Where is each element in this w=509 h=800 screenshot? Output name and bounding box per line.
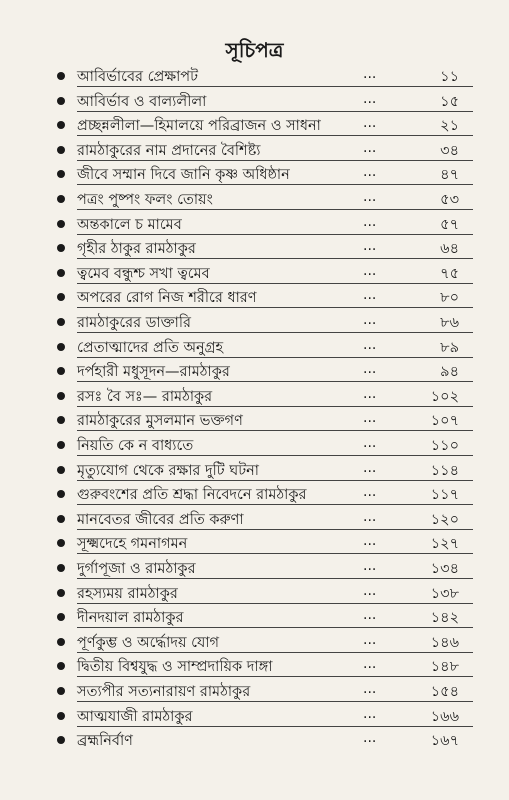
toc-entry-dots: ... bbox=[363, 410, 377, 427]
toc-entry bbox=[0, 679, 509, 703]
bullet-icon bbox=[57, 195, 65, 203]
toc-entry-title: মৃত্যুযোগ থেকে রক্ষার দুটি ঘটনা bbox=[77, 462, 259, 479]
toc-entry-title: দ্বিতীয় বিশ্বযুদ্ধ ও সাম্প্রদায়িক দাঙ্গা bbox=[77, 659, 273, 676]
bullet-icon bbox=[57, 662, 65, 670]
toc-entry-dots: ... bbox=[363, 385, 377, 402]
toc-entry bbox=[0, 236, 509, 260]
toc-entry-underline bbox=[77, 701, 473, 702]
toc-entry-page-number: ১০২ bbox=[430, 388, 459, 405]
toc-entry-underline bbox=[77, 258, 473, 259]
toc-entry-dots: ... bbox=[363, 312, 377, 328]
toc-entry-page-number: ১১০ bbox=[430, 438, 459, 454]
toc-entry-underline bbox=[77, 627, 473, 628]
toc-entry-dots: ... bbox=[363, 681, 377, 697]
toc-entry-title: দীনদয়াল রামঠাকুর bbox=[77, 610, 184, 627]
toc-entry-underline bbox=[77, 430, 473, 431]
toc-entry-underline bbox=[77, 504, 473, 505]
toc-entry bbox=[0, 507, 509, 531]
toc-entry-page-number: ১৩৮ bbox=[430, 585, 459, 602]
toc-entry-page-number: ৪৭ bbox=[440, 167, 459, 184]
toc-entry-dots: ... bbox=[363, 705, 377, 722]
toc-entry-underline bbox=[77, 184, 473, 185]
toc-entry-page-number: ১২০ bbox=[430, 511, 459, 528]
toc-entry-page-number: ১৫৪ bbox=[430, 684, 459, 700]
toc-entry-title: পত্রং পুষ্পং ফলং তোয়ং bbox=[77, 192, 213, 208]
toc-entry bbox=[0, 556, 509, 580]
toc-entry-underline bbox=[77, 111, 473, 112]
toc-entry-page-number: ১১ bbox=[440, 69, 459, 85]
bullet-icon bbox=[57, 72, 65, 80]
toc-entry-dots: ... bbox=[363, 189, 377, 205]
toc-entry-title: রামঠাকুরের নাম প্রদানের বৈশিষ্ট্য bbox=[77, 142, 261, 159]
toc-entry-page-number: ৭৫ bbox=[440, 265, 459, 282]
toc-entry-dots: ... bbox=[363, 262, 377, 279]
toc-entry bbox=[0, 359, 509, 383]
toc-entry bbox=[0, 138, 509, 162]
toc-entry-title: প্রচ্ছন্নলীলা—হিমালয়ে পরিব্রাজন ও সাধনা bbox=[77, 118, 321, 135]
bullet-icon bbox=[57, 441, 65, 449]
bullet-icon bbox=[57, 121, 65, 129]
toc-entry bbox=[0, 310, 509, 334]
toc-entry-underline bbox=[77, 332, 473, 333]
toc-entry-title: ব্রহ্মনির্বাণ bbox=[77, 733, 133, 750]
bullet-icon bbox=[57, 293, 65, 301]
bullet-icon bbox=[57, 466, 65, 474]
bullet-icon bbox=[57, 712, 65, 720]
toc-entry-title: দর্পহারী মধুসূদন—রামঠাকুর bbox=[77, 364, 230, 381]
toc-entry-underline bbox=[77, 86, 473, 87]
toc-entry-underline bbox=[77, 160, 473, 161]
toc-entry-underline bbox=[77, 406, 473, 407]
toc-entry-dots: ... bbox=[363, 631, 377, 648]
bullet-icon bbox=[57, 515, 65, 523]
toc-entry-page-number: ১৪২ bbox=[430, 610, 459, 627]
toc-entry bbox=[0, 482, 509, 506]
bullet-icon bbox=[57, 97, 65, 105]
bullet-icon bbox=[57, 170, 65, 178]
toc-entry bbox=[0, 113, 509, 137]
toc-entry-title: গৃহীর ঠাকুর রামঠাকুর bbox=[77, 241, 196, 258]
toc-entry bbox=[0, 212, 509, 236]
toc-entry-page-number: ১৩৪ bbox=[430, 561, 459, 577]
toc-entry-underline bbox=[77, 381, 473, 382]
toc-entry-title: সত্যপীর সত্যনারায়ণ রামঠাকুর bbox=[77, 684, 251, 700]
toc-entry bbox=[0, 433, 509, 457]
toc-entry bbox=[0, 531, 509, 555]
toc-entry-dots: ... bbox=[363, 459, 377, 476]
bullet-icon bbox=[57, 318, 65, 326]
bullet-icon bbox=[57, 589, 65, 597]
toc-entry-title: নিয়তি কে ন বাধ্যতে bbox=[77, 438, 194, 454]
toc-entry-page-number: ১৬৭ bbox=[430, 733, 459, 750]
toc-entry bbox=[0, 261, 509, 285]
toc-entry-underline bbox=[77, 553, 473, 554]
bullet-icon bbox=[57, 613, 65, 621]
toc-entry-dots: ... bbox=[363, 730, 377, 747]
toc-entry-underline bbox=[77, 676, 473, 677]
toc-entry-page-number: ৩৪ bbox=[440, 142, 459, 159]
toc-entry-underline bbox=[77, 455, 473, 456]
toc-entry-page-number: ৬৪ bbox=[440, 241, 459, 258]
toc-entry-title: পূর্ণকুম্ভ ও অর্দ্ধোদয় যোগ bbox=[77, 634, 220, 651]
bullet-icon bbox=[57, 638, 65, 646]
toc-entry-underline bbox=[77, 480, 473, 481]
toc-entry bbox=[0, 408, 509, 432]
toc-entry bbox=[0, 162, 509, 186]
toc-entry bbox=[0, 605, 509, 629]
toc-entry bbox=[0, 384, 509, 408]
toc-entry-underline bbox=[77, 209, 473, 210]
toc-entry-page-number: ১০৭ bbox=[430, 413, 459, 430]
toc-entry-page-number: ১৫ bbox=[440, 93, 459, 110]
toc-entry-page-number: ৮০ bbox=[440, 290, 459, 307]
toc-entry-dots: ... bbox=[363, 361, 377, 378]
toc-entry-title: রহস্যময় রামঠাকুর bbox=[77, 585, 178, 602]
toc-entry-page-number: ৫৭ bbox=[440, 216, 459, 233]
toc-entry-title: গুরুবংশের প্রতি শ্রদ্ধা নিবেদনে রামঠাকুর bbox=[77, 487, 307, 504]
toc-entry-dots: ... bbox=[363, 164, 377, 181]
toc-entry-page-number: ১৬৬ bbox=[430, 708, 459, 725]
bullet-icon bbox=[57, 343, 65, 351]
toc-entry-title: মানবেতর জীবের প্রতি করুণা bbox=[77, 511, 244, 528]
bullet-icon bbox=[57, 220, 65, 228]
toc-entry bbox=[0, 581, 509, 605]
bullet-icon bbox=[57, 539, 65, 547]
toc-entry bbox=[0, 89, 509, 113]
toc-entry-title: প্রেতাত্মাদের প্রতি অনুগ্রহ bbox=[77, 339, 224, 356]
toc-entry bbox=[0, 64, 509, 88]
toc-entry-title: দুর্গাপূজা ও রামঠাকুর bbox=[77, 561, 196, 577]
toc-entry bbox=[0, 654, 509, 678]
bullet-icon bbox=[57, 244, 65, 252]
toc-entry-title: আবির্ভাব ও বাল্যলীলা bbox=[77, 93, 207, 110]
toc-entry bbox=[0, 630, 509, 654]
toc-entry-dots: ... bbox=[363, 66, 377, 82]
toc-entry-underline bbox=[77, 357, 473, 358]
toc-entry-underline bbox=[77, 652, 473, 653]
toc-entry-dots: ... bbox=[363, 336, 377, 353]
bullet-icon bbox=[57, 416, 65, 424]
bullet-icon bbox=[57, 269, 65, 277]
toc-entry-dots: ... bbox=[363, 533, 377, 550]
toc-entry-title: আত্মযাজী রামঠাকুর bbox=[77, 708, 193, 725]
toc-entry-dots: ... bbox=[363, 558, 377, 574]
bullet-icon bbox=[57, 146, 65, 154]
toc-entry-underline bbox=[77, 283, 473, 284]
bullet-icon bbox=[57, 392, 65, 400]
toc-entry-title: অপরের রোগ নিজ শরীরে ধারণ bbox=[77, 290, 257, 307]
toc-entry-title: জীবে সম্মান দিবে জানি কৃষ্ণ অধিষ্ঠান bbox=[77, 167, 290, 184]
toc-entry-dots: ... bbox=[363, 656, 377, 673]
toc-entry-page-number: ১৪৮ bbox=[430, 659, 459, 676]
toc-entry-page-number: ১২৭ bbox=[430, 536, 459, 553]
toc-entry-page-number: ১৪৬ bbox=[430, 634, 459, 651]
toc-entry-underline bbox=[77, 135, 473, 136]
toc-entry-underline bbox=[77, 529, 473, 530]
toc-entry-title: রামঠাকুরের ডাক্তারি bbox=[77, 315, 192, 331]
bullet-icon bbox=[57, 564, 65, 572]
toc-entry-dots: ... bbox=[363, 582, 377, 599]
toc-entry bbox=[0, 728, 509, 752]
toc-entry bbox=[0, 285, 509, 309]
toc-entry-dots: ... bbox=[363, 115, 377, 132]
toc-entry-dots: ... bbox=[363, 90, 377, 107]
toc-entry-dots: ... bbox=[363, 238, 377, 255]
toc-entry-page-number: ৯৪ bbox=[440, 364, 459, 381]
toc-entry-page-number: ২১ bbox=[440, 118, 459, 135]
toc-entry-title: আবির্ভাবের প্রেক্ষাপট bbox=[77, 69, 199, 85]
toc-entry-underline bbox=[77, 726, 473, 727]
toc-entry-underline bbox=[77, 578, 473, 579]
toc-entry-dots: ... bbox=[363, 484, 377, 501]
bullet-icon bbox=[57, 736, 65, 744]
toc-entry bbox=[0, 187, 509, 211]
toc-entry-dots: ... bbox=[363, 607, 377, 624]
toc-entry-dots: ... bbox=[363, 139, 377, 156]
toc-entry-underline bbox=[77, 307, 473, 308]
toc-entry-underline bbox=[77, 603, 473, 604]
page-title: সূচিপত্র bbox=[225, 38, 284, 62]
toc-entry bbox=[0, 335, 509, 359]
toc-entry-title: সূক্ষ্মদেহে গমনাগমন bbox=[77, 536, 188, 553]
toc-entry-underline bbox=[77, 234, 473, 235]
toc-entry-title: রামঠাকুরের মুসলমান ভক্তগণ bbox=[77, 413, 243, 430]
toc-entry-page-number: ৮৯ bbox=[440, 339, 459, 356]
toc-entry-dots: ... bbox=[363, 435, 377, 451]
toc-entry-title: অন্তকালে চ মামেব bbox=[77, 216, 182, 233]
toc-entry-page-number: ৮৬ bbox=[440, 315, 459, 331]
bullet-icon bbox=[57, 367, 65, 375]
toc-entry-page-number: ৫৩ bbox=[440, 192, 459, 208]
toc-entry-dots: ... bbox=[363, 287, 377, 304]
toc-entry-title: রসঃ বৈ সঃ— রামঠাকুর bbox=[77, 388, 213, 405]
toc-entry-dots: ... bbox=[363, 508, 377, 525]
bullet-icon bbox=[57, 490, 65, 498]
toc-entry-page-number: ১১৪ bbox=[430, 462, 459, 479]
toc-entry bbox=[0, 704, 509, 728]
toc-entry-title: ত্বমেব বন্ধুশ্চ সখা ত্বমেব bbox=[77, 265, 210, 282]
toc-entry-dots: ... bbox=[363, 213, 377, 230]
bullet-icon bbox=[57, 687, 65, 695]
toc-entry-page-number: ১১৭ bbox=[430, 487, 459, 504]
toc-entry bbox=[0, 458, 509, 482]
